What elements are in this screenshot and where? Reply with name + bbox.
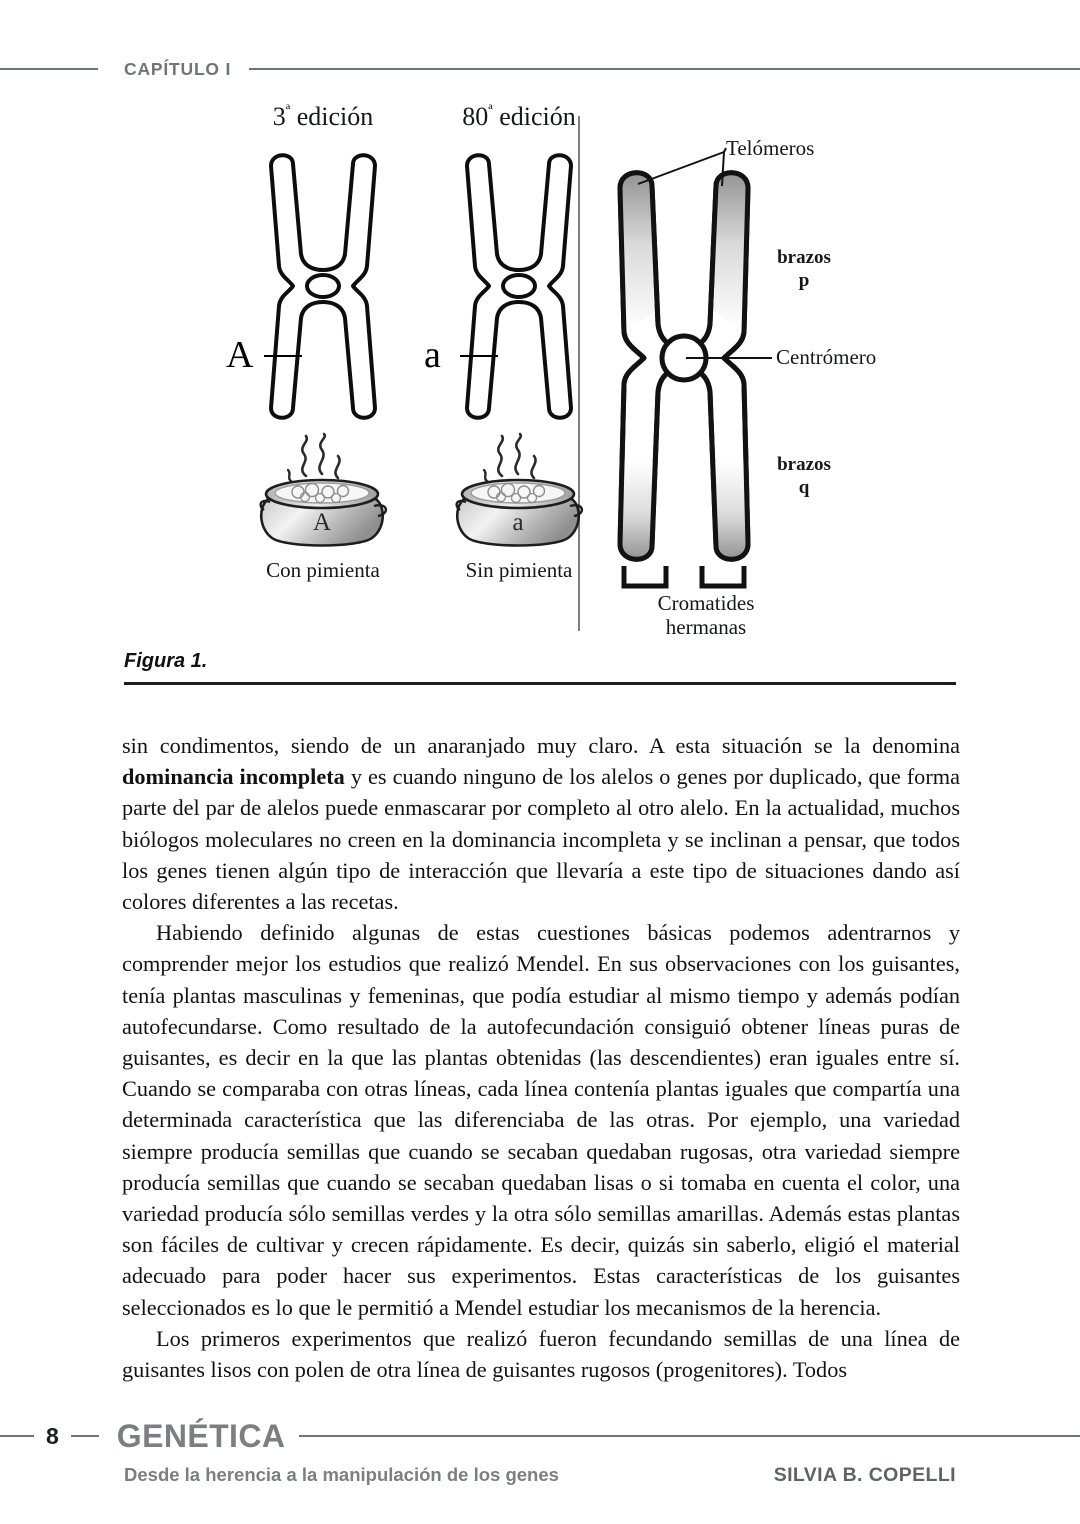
allele-tick-a (264, 355, 302, 357)
figure-caption-row (124, 650, 956, 685)
footer-top-row (0, 1418, 1080, 1454)
book-subtitle: Desde la herencia a la manipulación de los genes (124, 1464, 559, 1485)
pot-caption-b: Sin pimienta (465, 558, 573, 582)
edition-ordinal-b: ª (488, 102, 493, 120)
paragraph-3: Los primeros experimentos que realizó fueron fecundando semillas de una línea de guisantes lisos con polen de otra línea de guisantes rugosos (progenitores). Todos (122, 1325, 960, 1383)
cauldron-icon-b (444, 432, 594, 552)
paragraph-1-part-a: sin condimentos, siendo de un anaranjado muy claro. A esta situación se la denomina (122, 733, 960, 758)
label-brazos-p-line2: p (798, 269, 810, 291)
label-centromero: Centrómero (776, 345, 877, 369)
label-telomeros: Telómeros (726, 136, 815, 160)
label-brazos-p-line1: brazos (777, 247, 831, 268)
pot-wrap-b (414, 432, 624, 552)
allele-column-a (218, 104, 428, 583)
centromere-circle (662, 336, 706, 380)
chromosome-detail-icon (614, 162, 774, 592)
edition-word-a: edición (296, 102, 374, 131)
label-brazos-p (759, 247, 849, 293)
label-cromatides-hermanas (616, 591, 796, 639)
paragraph-1-part-b: y es cuando ninguno de los alelos o genes por duplicado, que forma parte del par de alelos puede enmascarar por completo al otro alelo. En la actualidad, muchos biólogos moleculares no creen en la dominancia incompleta y se inclinan a pensar, que todos los genes tienen algún tipo de interacción que llevaría a este tipo de situaciones dando así colores diferentes a las recetas. (122, 764, 960, 915)
figure-caption: Figura 1. (124, 650, 208, 672)
pot-wrap-a (218, 432, 428, 552)
figure-1-illustration (124, 104, 956, 649)
label-cromatides-line2: hermanas (665, 615, 747, 640)
allele-column-b (414, 104, 624, 583)
label-brazos-q-line2: q (798, 476, 810, 498)
footer-rule-mid (71, 1435, 99, 1437)
chapter-label: CAPÍTULO I (124, 58, 232, 79)
paragraph-2: Habiendo definido algunas de estas cuestiones básicas podemos adentrarnos y comprender mejor los estudios que realizó Mendel. En sus observaciones con los guisantes, tenía plantas masculinas y femeninas, que podía estudiar al mismo tiempo y además podían autofecundarse. Como resultado de la autofecundación consiguió obtener líneas puras de guisantes, es decir en la que las plantas obtenidas (las descendientes) eran iguales entre sí. Cuando se comparaba con otras líneas, cada línea contenía plantas iguales que compartía una determinada característica que las diferenciaba de las otras. Por ejemplo, una variedad siempre producía semillas que cuando se secaban quedaban rugosas, otra variedad siempre producía semillas que cuando se secaban quedaban lisas o si tomaba en cuenta el color, una variedad producía sólo semillas verdes y la otra sólo semillas amarillas. Además estas plantas son fáciles de cultivar y crecen rápidamente. Es decir, quizás sin saberlo, eligió el material adecuado para poder hacer sus experimentos. Estas características de los guisantes seleccionados es lo que le permitió a Mendel estudiar los mecanismos de la herencia. (122, 920, 960, 1320)
figure-caption-rule (124, 682, 956, 685)
edition-ordinal-a: ª (285, 102, 291, 120)
label-cromatides-line1: Cromatides (657, 591, 755, 615)
pot-letter-b: a (512, 509, 524, 536)
edition-number-b: 80 (462, 102, 489, 131)
allele-tick-b (460, 355, 498, 357)
header-rule-left (0, 68, 98, 70)
page-header (0, 54, 1080, 84)
header-rule-right (249, 68, 1080, 70)
cauldron-icon-a (248, 432, 398, 552)
footer-bottom-row (0, 1464, 1080, 1494)
page-footer (0, 1418, 1080, 1524)
footer-rule-left (0, 1435, 34, 1437)
paragraph-1 (122, 730, 960, 917)
label-brazos-q (759, 454, 849, 500)
chromosome-icon-a (263, 146, 383, 426)
edition-number-a: 3 (272, 102, 286, 131)
article-body (122, 730, 960, 1385)
allele-letter-b: a (424, 334, 441, 376)
chromosome-icon-b (459, 146, 579, 426)
book-brand-title: GENÉTICA (116, 1417, 286, 1454)
edition-label-a (218, 104, 428, 130)
term-dominancia-incompleta: dominancia incompleta (122, 764, 345, 790)
book-author: SILVIA B. COPELLI (773, 1464, 956, 1486)
pot-letter-a: A (312, 509, 332, 536)
chromosome-simple-a-wrap (218, 146, 428, 426)
allele-letter-a: A (226, 334, 254, 376)
chromosome-simple-b-wrap (414, 146, 624, 426)
chromosome-detail-diagram (594, 104, 956, 649)
edition-word-b: edición (499, 102, 576, 131)
label-brazos-q-line1: brazos (777, 454, 831, 475)
footer-rule-right (299, 1435, 1080, 1437)
pot-caption-a: Con pimienta (266, 558, 380, 582)
edition-label-b (414, 104, 624, 130)
page-number: 8 (46, 1422, 59, 1449)
